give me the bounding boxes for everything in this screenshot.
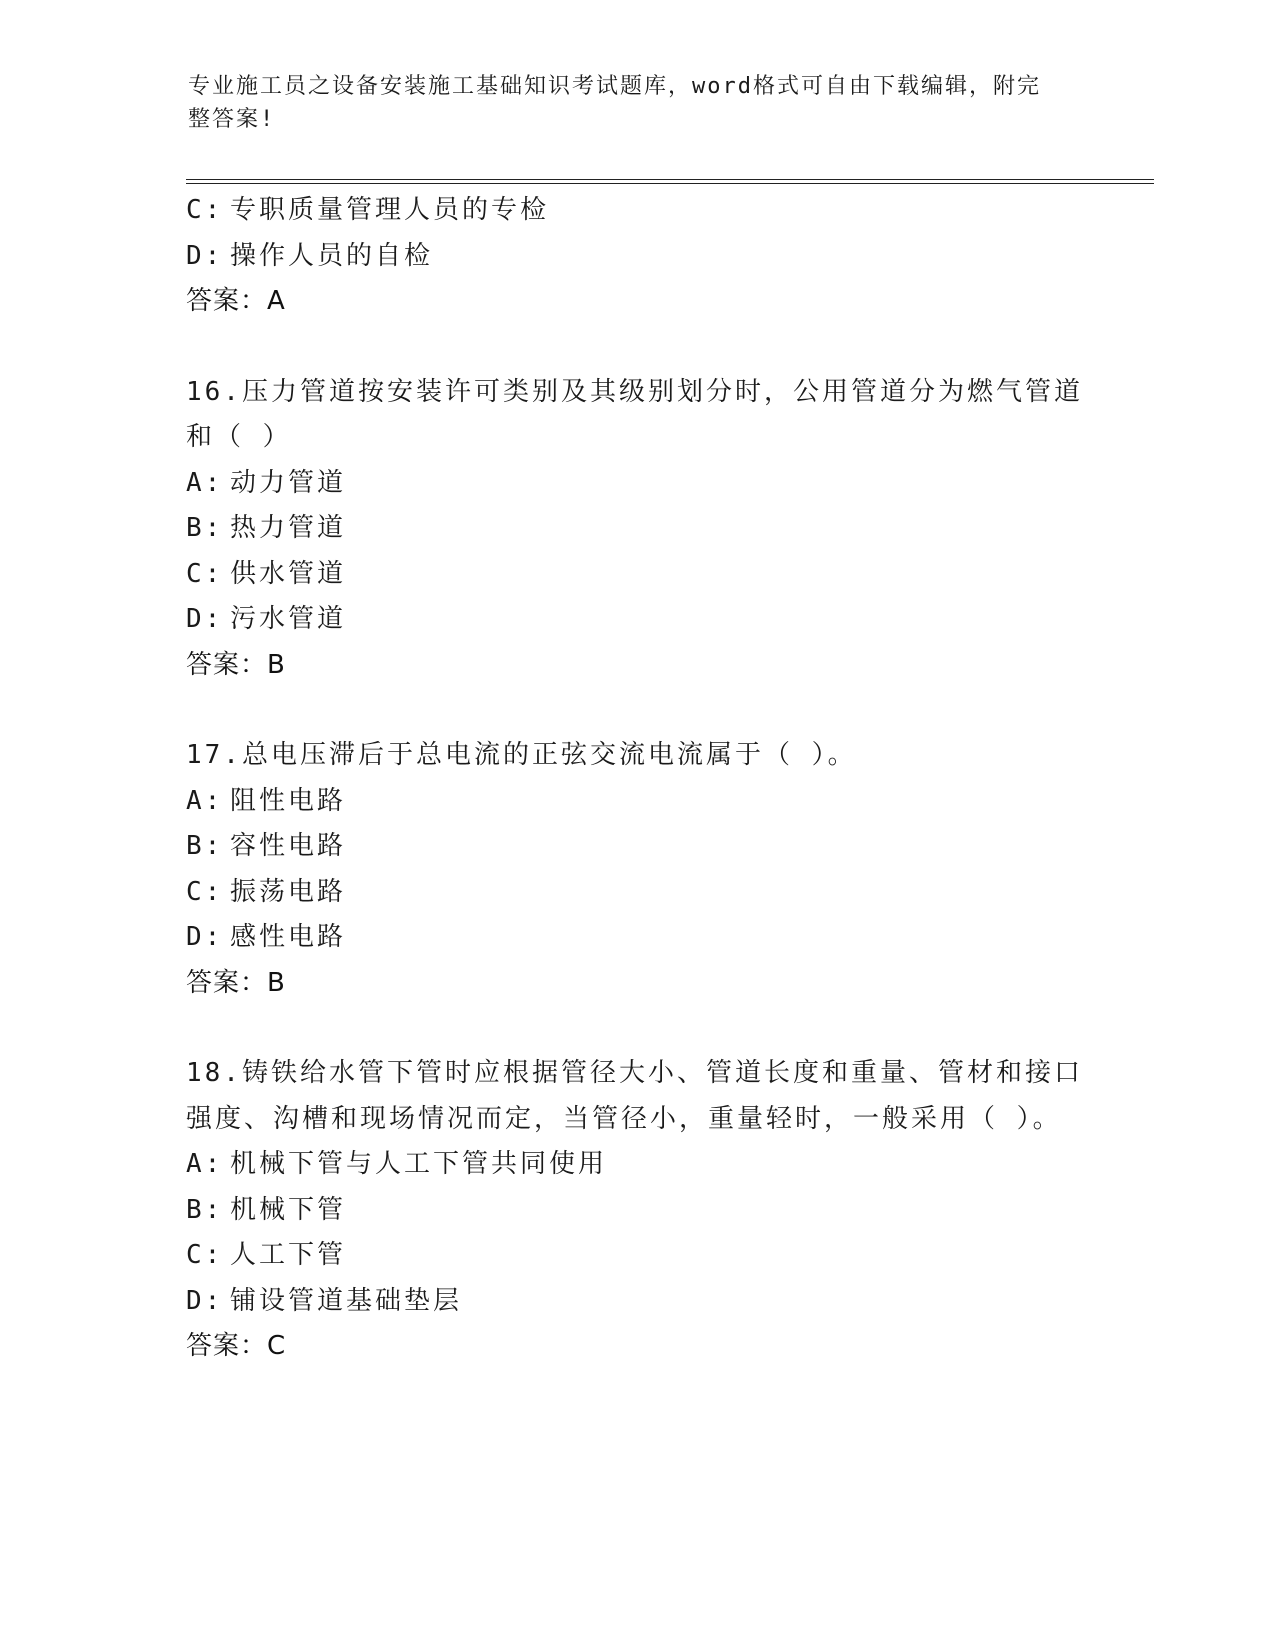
header-rule-bottom bbox=[186, 183, 1154, 184]
option-c bbox=[186, 188, 1086, 234]
option-letter: A: bbox=[186, 785, 224, 816]
question-18 bbox=[186, 1051, 1086, 1370]
option-b bbox=[186, 506, 1086, 552]
option-a bbox=[186, 1142, 1086, 1188]
option-b bbox=[186, 824, 1086, 870]
option-text: 铺设管道基础垫层 bbox=[230, 1285, 463, 1316]
answer-line: 答案：C bbox=[186, 1331, 287, 1361]
answer-line: 答案：A bbox=[186, 286, 286, 316]
question-stem-line: 18.铸铁给水管下管时应根据管径大小、管道长度和重量、管材和接口 bbox=[186, 1058, 1083, 1088]
option-letter: C: bbox=[186, 195, 224, 225]
option-c bbox=[186, 552, 1086, 598]
option-text: 供水管道 bbox=[230, 558, 347, 589]
answer-line: 答案：B bbox=[186, 649, 286, 680]
header-rule-top bbox=[186, 179, 1154, 180]
option-text: 容性电路 bbox=[230, 831, 347, 861]
option-text: 热力管道 bbox=[230, 513, 347, 543]
answer-line: 答案：B bbox=[186, 967, 286, 998]
header-line-2: 整答案! bbox=[188, 107, 276, 132]
option-text: 机械下管与人工下管共同使用 bbox=[230, 1149, 608, 1179]
option-letter: C: bbox=[186, 1240, 224, 1270]
question-stem-line: 16.压力管道按安装许可类别及其级别划分时，公用管道分为燃气管道 bbox=[186, 376, 1083, 407]
option-a bbox=[186, 779, 1086, 825]
option-c bbox=[186, 870, 1086, 916]
question-17 bbox=[186, 733, 1086, 1006]
option-text: 振荡电路 bbox=[230, 876, 347, 907]
option-text: 人工下管 bbox=[230, 1240, 347, 1270]
option-letter: D: bbox=[186, 240, 224, 271]
option-d bbox=[186, 597, 1086, 643]
option-text: 机械下管 bbox=[230, 1194, 347, 1225]
question-stem-line: 17.总电压滞后于总电流的正弦交流电流属于（ ）。 bbox=[186, 740, 857, 770]
option-a bbox=[186, 461, 1086, 507]
option-letter: D: bbox=[186, 604, 224, 634]
option-letter: C: bbox=[186, 558, 224, 589]
question-stem-line: 和（ ） bbox=[186, 422, 292, 452]
option-text: 污水管道 bbox=[230, 604, 347, 634]
option-text: 动力管道 bbox=[230, 467, 347, 498]
option-letter: A: bbox=[186, 1149, 224, 1179]
option-text: 专职质量管理人员的专检 bbox=[230, 195, 550, 225]
question-16 bbox=[186, 370, 1086, 689]
option-letter: D: bbox=[186, 922, 224, 952]
question-stem-line: 强度、沟槽和现场情况而定，当管径小，重量轻时，一般采用（ ）。 bbox=[186, 1103, 1062, 1134]
option-letter: C: bbox=[186, 876, 224, 907]
option-d bbox=[186, 915, 1086, 961]
option-c bbox=[186, 1233, 1086, 1279]
option-text: 阻性电路 bbox=[230, 785, 347, 816]
option-text: 感性电路 bbox=[230, 922, 347, 952]
option-b bbox=[186, 1188, 1086, 1234]
option-letter: B: bbox=[186, 513, 224, 543]
option-text: 操作人员的自检 bbox=[230, 240, 434, 271]
option-d bbox=[186, 1279, 1086, 1325]
option-letter: B: bbox=[186, 1194, 224, 1225]
document-header bbox=[188, 70, 1068, 136]
question-list bbox=[186, 188, 1086, 1370]
question-15-fragment bbox=[186, 188, 1086, 325]
option-letter: A: bbox=[186, 467, 224, 498]
header-line-1: 专业施工员之设备安装施工基础知识考试题库，word格式可自由下载编辑，附完 bbox=[188, 74, 1041, 99]
option-d bbox=[186, 234, 1086, 280]
option-letter: B: bbox=[186, 831, 224, 861]
option-letter: D: bbox=[186, 1285, 224, 1316]
